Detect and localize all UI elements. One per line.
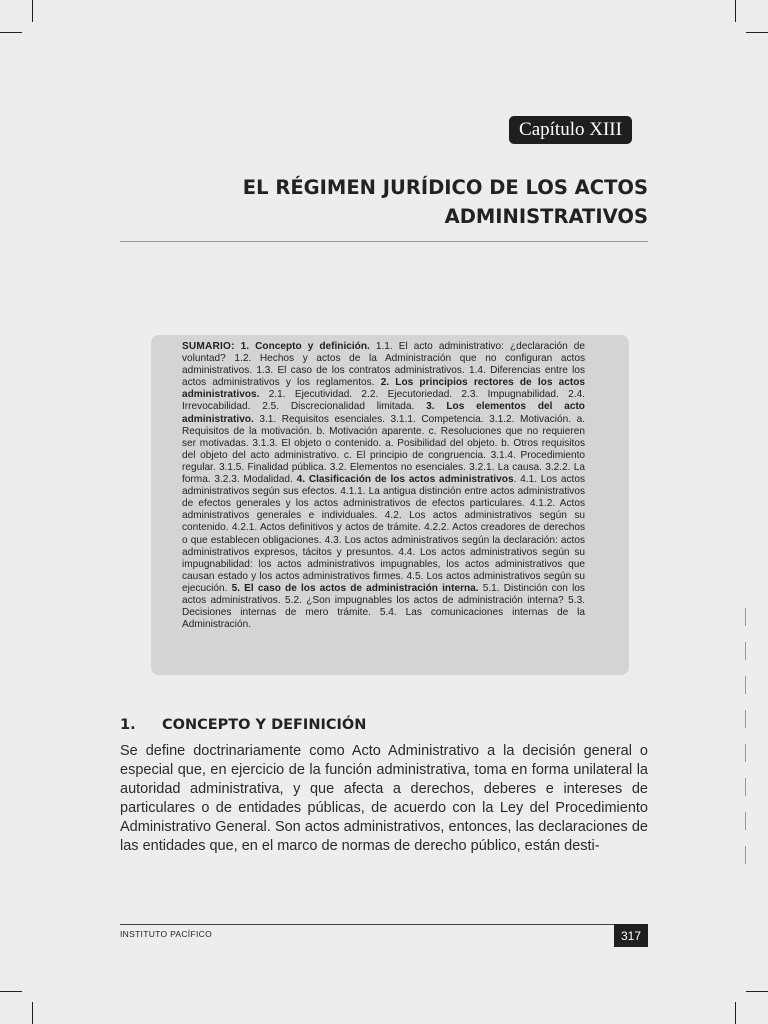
summary-text-run: 5.1. Distinción con los actos administrativos. 5.2. ¿Son impugnables los actos de administración interna? 5.3. Decisiones internas de mero trámite. 5.4. Las comunicaciones internas de la Administración.	[182, 582, 585, 631]
summary-section-heading: 3. Los elementos del acto administrativo.	[182, 401, 585, 425]
summary-text-run: 2.1. Ejecutividad. 2.2. Ejecutoriedad. 2.3. Impugnabilidad. 2.4. Irrevocabilidad. 2.5. Discrecionalidad limitada.	[182, 389, 585, 413]
title-line-2: ADMINISTRATIVOS	[444, 205, 648, 228]
body-paragraph: Se define doctrinariamente como Acto Administrativo a la decisión general o especial que, en ejercicio de la función administrativa, toma en forma unilateral la autoridad administrativa, y que afecta a derechos, deberes e intereses de particulares o de entidades públicas, de acuerdo con la Ley del Procedimiento Administrativo General. Son actos administrativos, entonces, las declaraciones de las entidades que, en el marco de normas de derecho público, están desti-	[120, 743, 648, 854]
summary-text-run: 1.1. El acto administrativo: ¿declaración de voluntad? 1.2. Hechos y actos de la Administración que no configuran actos administrativos. 1.3. El caso de los contratos administrativos. 1.4. Diferencias entre los actos administrativos y los reglamentos.	[182, 341, 585, 389]
summary-lead: SUMARIO:	[182, 341, 235, 352]
crop-mark	[735, 0, 736, 22]
crop-mark	[746, 32, 768, 33]
section-title: CONCEPTO Y DEFINICIÓN	[162, 717, 367, 733]
section-number: 1.	[120, 717, 136, 733]
margin-marks	[745, 608, 747, 880]
footer-publisher: INSTITUTO PACÍFICO	[120, 929, 212, 939]
summary-section-heading: 2. Los principios rectores de los actos administrativos.	[182, 377, 585, 401]
summary-text-run: 3.1. Requisitos esenciales. 3.1.1. Competencia. 3.1.2. Motivación. a. Requisitos de la motivación. b. Motivación aparente. c. Resoluciones que no requieren ser motivadas. 3.1.3. El objeto o contenido. a. Posibilidad del objeto. b. Otros requisitos del objeto del acto administrativo. c. El principio de congruencia. 3.1.4. Procedimiento regular. 3.1.5. Finalidad pública. 3.2. Elementos no esenciales. 3.2.1. La causa. 3.2.2. La forma. 3.2.3. Modalidad.	[182, 413, 585, 486]
page-number	[614, 924, 648, 947]
crop-mark	[746, 991, 768, 992]
summary-section-heading: 5. El caso de los actos de administración interna.	[231, 582, 479, 594]
chapter-label: Capítulo XIII	[519, 119, 622, 140]
crop-mark	[0, 32, 22, 33]
section-heading	[120, 717, 520, 733]
page-title	[128, 173, 648, 231]
crop-mark	[735, 1002, 736, 1024]
summary-text	[182, 341, 585, 631]
summary-text-run: . 4.1. Los actos administrativos según sus efectos. 4.1.1. La antigua distinción entre actos administrativos de efectos generales y los actos administrativos de efectos particulares. 4.1.2. Actos administrativos generales e individuales. 4.2. Los actos administrativos según su contenido. 4.2.1. Actos definitivos y actos de trámite. 4.2.2. Actos creadores de derechos o que establecen obligaciones. 4.3. Los actos administrativos según la declaración: actos administrativos expresos, tácitos y presuntos. 4.4. Los actos administrativos según su impugnabilidad: los actos administrativos impugnables, los actos administrativos que causan estado y los actos administrativos firmes. 4.5. Los actos administrativos según su ejecución.	[182, 474, 585, 594]
chapter-badge	[509, 116, 632, 144]
crop-mark	[32, 1002, 33, 1024]
summary-section-heading: 1. Concepto y definición.	[240, 341, 370, 352]
summary-section-heading: 4. Clasificación de los actos administrativos	[296, 474, 514, 486]
title-divider	[120, 241, 648, 242]
crop-mark	[32, 0, 33, 22]
footer-divider	[120, 924, 648, 925]
crop-mark	[0, 991, 22, 992]
title-line-1: EL RÉGIMEN JURÍDICO DE LOS ACTOS	[242, 176, 648, 199]
page-number-text: 317	[620, 928, 642, 943]
